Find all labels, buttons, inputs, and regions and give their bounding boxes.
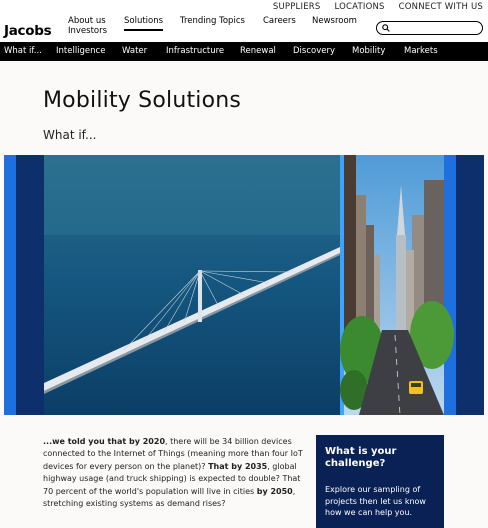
hero-illustration: [4, 155, 484, 415]
challenge-title: What is your challenge?: [325, 446, 397, 469]
nav-investors[interactable]: Investors: [68, 26, 108, 36]
jacobs-logo[interactable]: Jacobs: [4, 23, 52, 39]
intro-paragraph: [43, 436, 305, 510]
nav-about-us[interactable]: About us: [68, 16, 106, 26]
intro-bold-2020: ...we told you that by 2020: [43, 437, 166, 446]
utility-link-suppliers[interactable]: SUPPLIERS: [272, 2, 321, 12]
search-input[interactable]: [393, 22, 479, 33]
search-icon[interactable]: [382, 24, 390, 32]
subnav-intelligence[interactable]: Intelligence: [56, 46, 106, 56]
subnav-renewal[interactable]: Renewal: [240, 46, 276, 56]
nav-trending-topics[interactable]: Trending Topics: [180, 16, 245, 26]
nav-careers[interactable]: Careers: [263, 16, 296, 26]
search-box[interactable]: [376, 21, 483, 35]
hero-image: [4, 155, 484, 415]
nav-solutions[interactable]: Solutions: [124, 16, 163, 31]
subnav-mobility[interactable]: Mobility: [352, 46, 386, 56]
subnav-markets[interactable]: Markets: [404, 46, 438, 56]
utility-link-locations[interactable]: LOCATIONS: [334, 2, 385, 12]
intro-text-2: , global highway usage (and truck shipping) is expected to double? That 70 percent of the world's population will live in cities: [43, 461, 301, 496]
challenge-box[interactable]: [316, 435, 444, 528]
subnav-what-if[interactable]: What if...: [4, 46, 42, 56]
challenge-text: Explore our sampling of projects then let us know how we can help you.: [325, 485, 426, 518]
site-header: [0, 0, 488, 42]
intro-text-1: , there will be 34 billion devices connected to the Internet of Things (meaning more than four IoT devices for every person on the planet)?: [43, 437, 303, 471]
subnav-infrastructure[interactable]: Infrastructure: [166, 46, 225, 56]
solutions-subnav: [0, 42, 488, 61]
intro-bold-2035: That by 2035: [208, 461, 268, 471]
page-subtitle: What if...: [43, 128, 97, 142]
utility-link-connect[interactable]: CONNECT WITH US: [398, 2, 483, 12]
intro-bold-2050: by 2050: [256, 486, 293, 496]
subnav-discovery[interactable]: Discovery: [293, 46, 335, 56]
utility-links: [273, 2, 483, 12]
intro-text-3: , stretching existing systems as demand rises?: [43, 486, 296, 509]
subnav-water[interactable]: Water: [122, 46, 148, 56]
nav-newsroom[interactable]: Newsroom: [312, 16, 357, 26]
page-title: Mobility Solutions: [43, 88, 242, 113]
